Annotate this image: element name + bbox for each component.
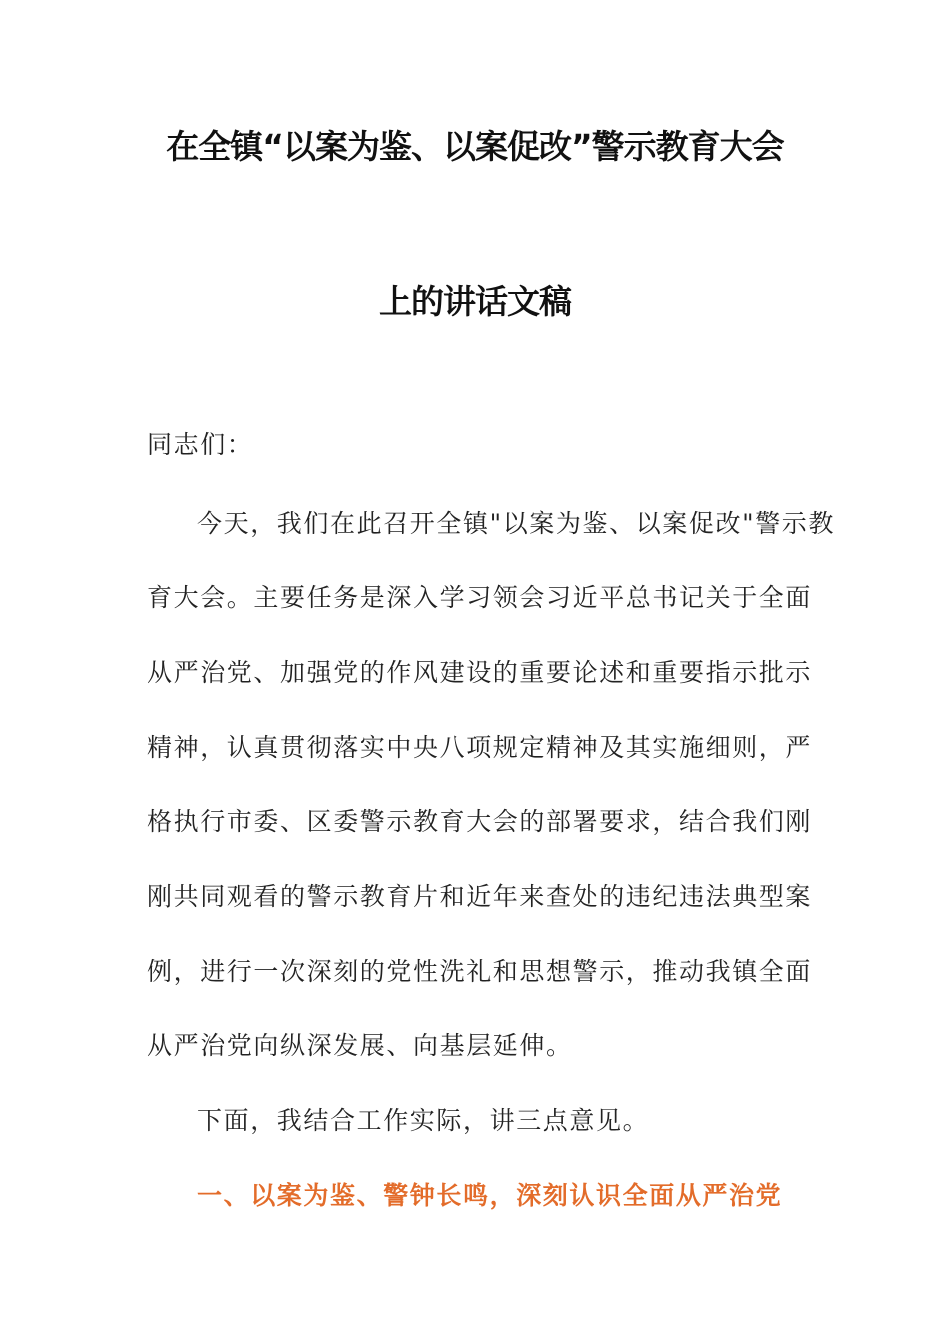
paragraph-line: 今天，我们在此召开全镇"以案为鉴、以案促改"警示教 [197,509,835,538]
paragraph-line: 育大会。主要任务是深入学习领会习近平总书记关于全面 [147,583,813,612]
paragraph-line: 精神，认真贯彻落实中央八项规定精神及其实施细则，严 [147,733,813,762]
paragraph-line: 从严治党、加强党的作风建设的重要论述和重要指示批示 [147,658,813,687]
paragraph-2: 下面，我结合工作实际，讲三点意见。 [197,1106,650,1135]
paragraph-line: 格执行市委、区委警示教育大会的部署要求，结合我们刚 [147,807,813,836]
section-heading: 一、以案为鉴、警钟长鸣，深刻认识全面从严治党 [197,1181,783,1210]
paragraph-line: 例，进行一次深刻的党性洗礼和思想警示，推动我镇全面 [147,957,813,986]
salutation: 同志们： [147,430,254,459]
paragraph-line: 从严治党向纵深发展、向基层延伸。 [147,1031,573,1060]
paragraph-line: 刚共同观看的警示教育片和近年来查处的违纪违法典型案 [147,882,813,911]
document-title-line-1: 在全镇“以案为鉴、以案促改”警示教育大会 [166,127,784,166]
document-title-line-2: 上的讲话文稿 [379,282,571,321]
